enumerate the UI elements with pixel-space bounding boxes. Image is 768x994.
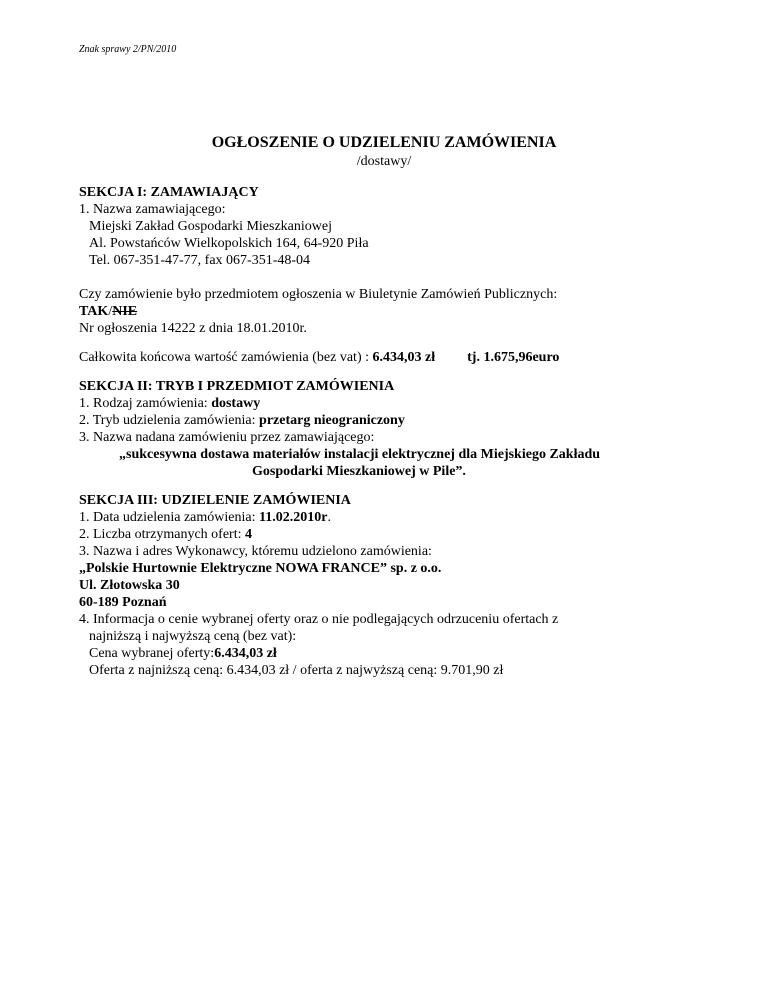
- bzp-yes: TAK: [79, 304, 109, 319]
- bzp-no: NIE: [112, 304, 138, 319]
- bzp-question: Czy zamówienie było przedmiotem ogłoszenia w Biuletynie Zamówień Publicznych:: [79, 287, 558, 302]
- chosen-offer-price: [79, 645, 719, 662]
- offers-count-label: 2. Liczba otrzymanych ofert:: [79, 527, 245, 542]
- contractor-city: 60-189 Poznań: [79, 595, 167, 610]
- lowest-highest-offers: Oferta z najniższą ceną: 6.434,03 zł / oferta z najwyższą ceną: 9.701,90 zł: [89, 663, 504, 678]
- offers-count-value: 4: [244, 527, 252, 542]
- order-type-label: 1. Rodzaj zamówienia:: [79, 396, 212, 411]
- bzp-answer: [79, 303, 719, 320]
- award-date: [79, 509, 719, 526]
- document-title: OGŁOSZENIE O UDZIELENIU ZAMÓWIENIA: [211, 134, 557, 151]
- section-1-heading: SEKCJA I: ZAMAWIAJĄCY: [79, 185, 259, 200]
- bzp-separator: /: [108, 304, 113, 319]
- total-value-euro: tj. 1.675,96euro: [467, 350, 560, 365]
- award-date-label: 1. Data udzielenia zamówienia:: [79, 510, 259, 525]
- contracting-authority-address: Al. Powstańców Wielkopolskich 164, 64-920 Piła: [89, 236, 369, 251]
- award-date-value: 11.02.2010r: [258, 510, 328, 525]
- order-name-label: 3. Nazwa nadana zamówieniu przez zamawiającego:: [79, 430, 375, 445]
- offers-count: [79, 526, 719, 543]
- chosen-offer-label: Cena wybranej oferty:: [89, 646, 215, 661]
- award-date-suffix: .: [327, 510, 331, 525]
- price-info-line-2: najniższą i najwyższą ceną (bez vat):: [89, 629, 297, 644]
- case-reference: Znak sprawy 2/PN/2010: [79, 44, 177, 55]
- procedure-mode: [79, 412, 719, 429]
- notice-number: Nr ogłoszenia 14222 z dnia 18.01.2010r.: [79, 321, 307, 336]
- contractor-street: Ul. Złotowska 30: [79, 578, 180, 593]
- total-value-amount: 6.434,03 zł: [372, 350, 436, 365]
- procedure-mode-value: przetarg nieograniczony: [259, 413, 405, 428]
- chosen-offer-value: 6.434,03 zł: [214, 646, 277, 661]
- contractor-name: „Polskie Hurtownie Elektryczne NOWA FRANCE” sp. z o.o.: [79, 561, 442, 576]
- section-3-heading: SEKCJA III: UDZIELENIE ZAMÓWIENIA: [79, 493, 351, 508]
- total-value-line: [79, 349, 719, 366]
- price-info-line-1: 4. Informacja o cenie wybranej oferty oraz o nie podlegających odrzuceniu ofertach z: [79, 612, 559, 627]
- order-type: [79, 395, 719, 412]
- order-name-line-2: Gospodarki Mieszkaniowej w Pile”.: [252, 464, 466, 479]
- order-type-value: dostawy: [211, 396, 261, 411]
- section-1-item-1-label: 1. Nazwa zamawiającego:: [79, 202, 226, 217]
- order-name-line-1: „sukcesywna dostawa materiałów instalacji elektrycznej dla Miejskiego Zakładu: [119, 447, 601, 462]
- total-value-label: Całkowita końcowa wartość zamówienia (bez vat) :: [79, 350, 373, 365]
- contracting-authority-name: Miejski Zakład Gospodarki Mieszkaniowej: [89, 219, 333, 234]
- section-2-heading: SEKCJA II: TRYB I PRZEDMIOT ZAMÓWIENIA: [79, 379, 395, 394]
- contracting-authority-phone: Tel. 067-351-47-77, fax 067-351-48-04: [89, 253, 311, 268]
- section-1: [79, 184, 719, 679]
- procedure-mode-label: 2. Tryb udzielenia zamówienia:: [79, 413, 260, 428]
- document-subtitle: /dostawy/: [356, 154, 412, 169]
- contractor-label: 3. Nazwa i adres Wykonawcy, któremu udzielono zamówienia:: [79, 544, 432, 559]
